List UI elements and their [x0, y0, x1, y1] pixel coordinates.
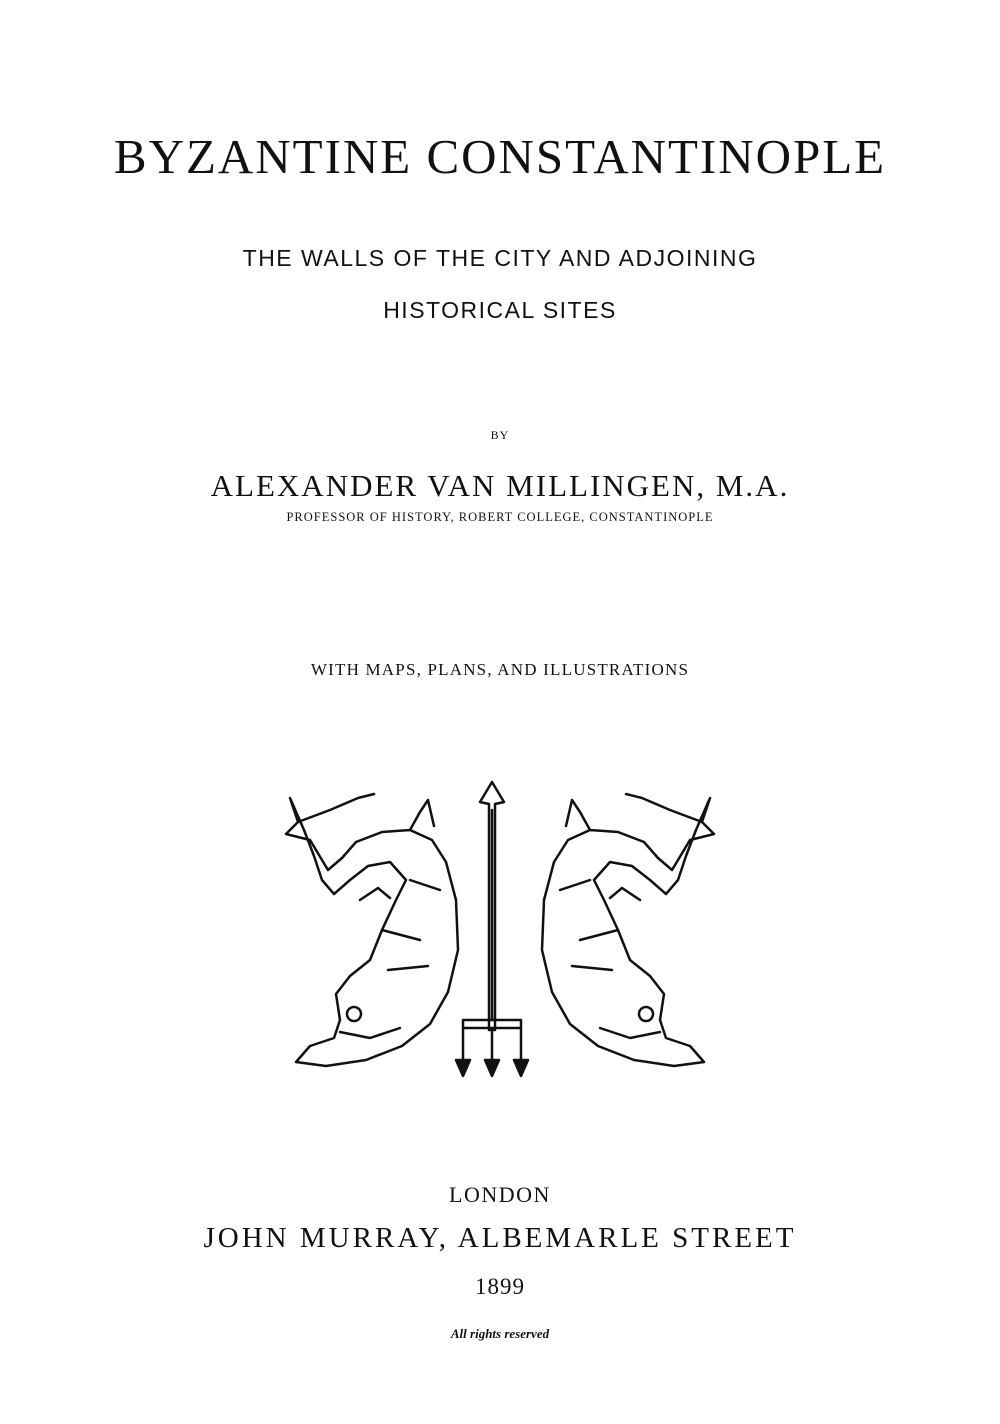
by-label: BY: [490, 428, 510, 442]
dolphins-and-trident-icon: [270, 770, 730, 1090]
illustrations-note: WITH MAPS, PLANS, AND ILLUSTRATIONS: [310, 660, 690, 679]
trident-icon: [456, 782, 528, 1076]
rights-notice: All rights reserved: [450, 1326, 550, 1341]
publication-year: 1899: [475, 1274, 525, 1299]
subtitle-line-1: THE WALLS OF THE CITY AND ADJOINING: [242, 245, 758, 271]
publisher-name: JOHN MURRAY, ALBEMARLE STREET: [203, 1222, 797, 1254]
book-title: BYZANTINE CONSTANTINOPLE: [113, 129, 887, 184]
author-name: ALEXANDER VAN MILLINGEN, M.A.: [210, 468, 790, 503]
subtitle-line-2: HISTORICAL SITES: [383, 297, 617, 323]
publication-city: LONDON: [449, 1182, 551, 1207]
left-dolphin-icon: [286, 794, 458, 1066]
right-dolphin-icon: [542, 794, 714, 1066]
author-affiliation: PROFESSOR OF HISTORY, ROBERT COLLEGE, CONSTANTINOPLE: [286, 510, 714, 524]
